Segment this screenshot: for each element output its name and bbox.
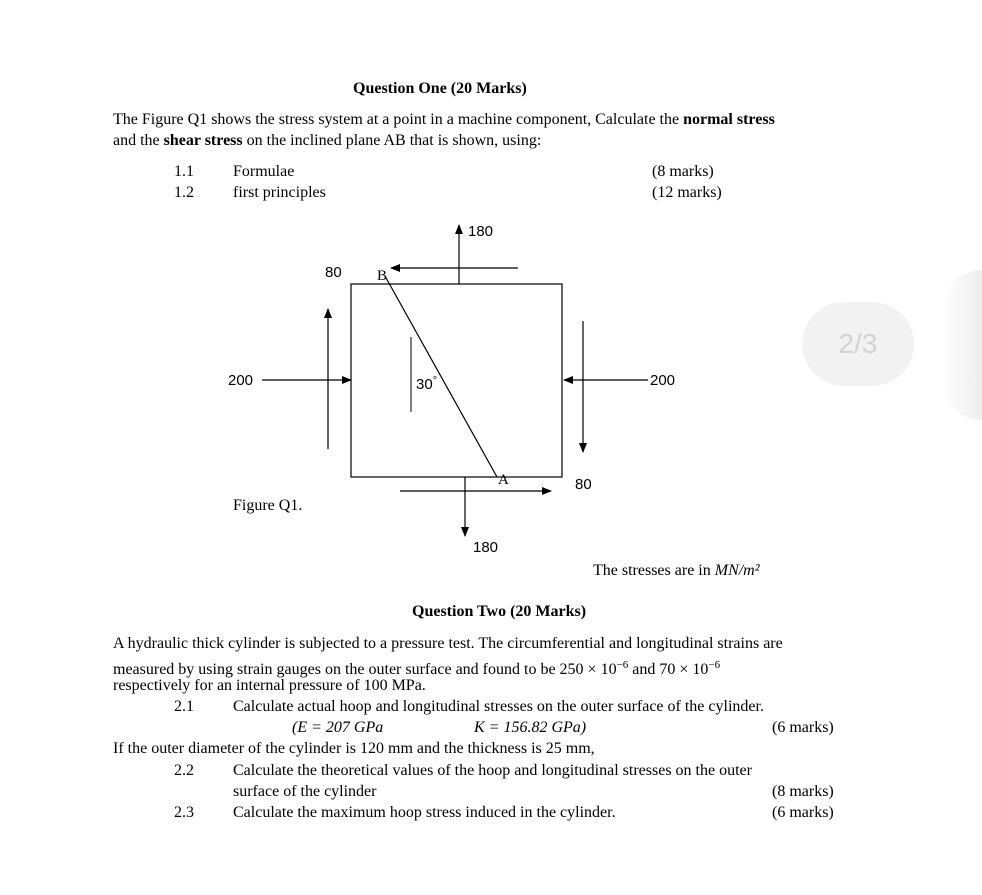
item-number: 2.3 bbox=[174, 804, 194, 821]
point-a-label: A bbox=[498, 472, 509, 488]
bottom-load-label: 180 bbox=[473, 539, 499, 556]
units-prefix: The stresses are in bbox=[593, 562, 715, 579]
angle-value: 30 bbox=[416, 376, 433, 393]
item-number: 1.1 bbox=[174, 163, 194, 180]
item-text: Calculate the maximum hoop stress induced in the cylinder. bbox=[233, 804, 616, 821]
item-number: 1.2 bbox=[174, 184, 194, 201]
exponent: −6 bbox=[708, 659, 721, 671]
intro-text: measured by using strain gauges on the outer surface and found to be 250 × 10 bbox=[113, 661, 617, 678]
intro-text: The Figure Q1 shows the stress system at a point in a machine component, Calculate the bbox=[113, 111, 684, 128]
inclined-plane-ab bbox=[385, 276, 497, 477]
normal-stress-term: normal stress bbox=[683, 111, 775, 128]
item-marks: (6 marks) bbox=[772, 719, 834, 736]
item-marks: (6 marks) bbox=[772, 804, 834, 821]
item-text: first principles bbox=[233, 184, 326, 201]
intro-text: and 70 × 10 bbox=[628, 661, 709, 678]
condition-text: If the outer diameter of the cylinder is 120 mm and the thickness is 25 mm, bbox=[113, 740, 595, 757]
item-marks: (8 marks) bbox=[772, 783, 834, 800]
stress-element-square bbox=[351, 284, 562, 477]
intro-text: on the inclined plane AB that is shown, using: bbox=[242, 132, 542, 149]
question-two-heading: Question Two (20 Marks) bbox=[412, 603, 587, 620]
top-shear-label: 80 bbox=[325, 264, 342, 281]
degree-symbol: ° bbox=[432, 375, 438, 387]
exponent: −6 bbox=[616, 659, 629, 671]
item-text: surface of the cylinder bbox=[233, 783, 377, 800]
item-text: Formulae bbox=[233, 163, 295, 180]
modulus-k: K = 156.82 GPa) bbox=[474, 719, 587, 736]
viewer-edge-shadow bbox=[942, 270, 982, 420]
item-number: 2.1 bbox=[174, 698, 194, 715]
units-value: MN/m² bbox=[714, 562, 760, 579]
item-text: Calculate actual hoop and longitudinal stresses on the outer surface of the cylinder. bbox=[233, 698, 764, 715]
modulus-e: (E = 207 GPa bbox=[292, 719, 384, 736]
point-b-label: B bbox=[377, 268, 388, 284]
question-two-intro-line3: respectively for an internal pressure of 100 MPa. bbox=[113, 677, 426, 694]
item-text: Calculate the theoretical values of the hoop and longitudinal stresses on the outer bbox=[233, 762, 752, 779]
stress-units-note bbox=[593, 561, 760, 581]
bottom-shear-label: 80 bbox=[575, 476, 592, 493]
item-marks: (12 marks) bbox=[652, 184, 722, 201]
angle-label bbox=[416, 371, 437, 395]
right-load-label: 200 bbox=[650, 372, 676, 389]
page-indicator: 2/3 bbox=[802, 302, 914, 386]
top-load-label: 180 bbox=[468, 223, 494, 240]
item-number: 2.2 bbox=[174, 762, 194, 779]
intro-text: and the bbox=[113, 132, 164, 149]
question-two-intro-line1: A hydraulic thick cylinder is subjected to a pressure test. The circumferential and longitudinal strains are bbox=[113, 635, 783, 652]
shear-stress-term: shear stress bbox=[163, 132, 243, 149]
item-marks: (8 marks) bbox=[652, 163, 714, 180]
figure-caption: Figure Q1. bbox=[233, 497, 303, 514]
question-one-heading: Question One (20 Marks) bbox=[353, 80, 527, 97]
left-load-label: 200 bbox=[228, 372, 254, 389]
